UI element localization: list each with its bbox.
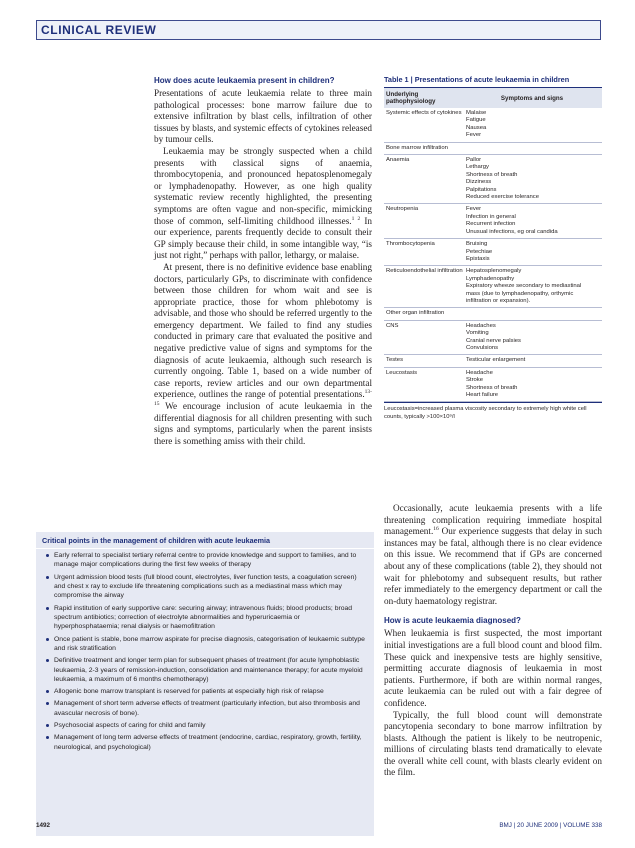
reference-marker: 13-15 <box>154 389 372 407</box>
section-title: CLINICAL REVIEW <box>41 23 157 37</box>
table-cell-pathophysiology: Reticuloendothelial infiltration <box>386 268 463 275</box>
critical-points-list <box>36 551 374 752</box>
symptom-item: Reduced exercise tolerance <box>466 194 540 201</box>
symptom-item: infiltration or expansion). <box>466 297 531 304</box>
symptom-item: Shortness of breath <box>466 171 518 178</box>
heading-diagnosis: How is acute leukaemia diagnosed? <box>384 616 521 626</box>
paragraph-3 <box>154 262 372 448</box>
table-row <box>384 108 602 143</box>
critical-point-item: Management of short term adverse effects of treatment (particularly infection, but also thrombosis and avascular necrosis of bone). <box>54 699 366 718</box>
table-cell-symptoms <box>466 145 600 152</box>
table-row <box>384 155 602 204</box>
paragraph-3-text-a: At present, there is no definitive evidence base enabling doctors, particularly GPs, to discriminate with confidence between those children for whom wait and see is appropriate practice, those for whom phlebotomy is advisable, and those who should be referred urgently to the emergency department. We failed to find any studies conducted in primary care that evaluated the positive and negative predictive value of signs and symptoms for the diagnosis of acute leukaemia, although such research is currently ongoing. Table 1, based on a wide number of case reports, review articles and our own departmental experience, outlines the range of potential presentations. <box>154 261 372 400</box>
symptom-item: Fever <box>466 132 482 139</box>
paragraph-complications-text-b: Our experience suggests that delay in such instances may be fatal, although there is no clear evidence on this issue. We recommend that if GPs are concerned about any of these complications (table 2), they should not wait for phlebotomy and subsequent results, but rather refer immediately to the emergency department or call the on-duty haematology registrar. <box>384 526 602 606</box>
table-body <box>384 108 602 402</box>
table-cell-pathophysiology: CNS <box>386 322 399 329</box>
box-title: Critical points in the management of children with acute leukaemia <box>36 532 374 549</box>
symptom-item: Malaise <box>466 110 487 116</box>
table-header-row <box>384 88 602 108</box>
table-cell-pathophysiology: Leucostasis <box>386 369 418 376</box>
critical-point-item: Psychosocial aspects of caring for child and family <box>54 721 366 730</box>
paragraph-complications-text-a: Occasionally, acute leukaemia presents with a life threatening complication requiring immediate hospital management. <box>384 503 602 537</box>
critical-point-item: Rapid institution of early supportive care: securing airway; intravenous fluids; blood products; broad spectrum antibiotics; correction of electrolyte abnormalities and hyperuricaemia or hyperphosphataemia; renal dialysis or haemofiltration <box>54 604 366 632</box>
table-title: Table 1 | Presentations of acute leukaemia in children <box>384 75 602 88</box>
table-footnote: Leucostasis=increased plasma viscosity secondary to extremely high white cell counts, typically >100×10⁹/l <box>384 402 602 420</box>
table-row <box>384 321 602 356</box>
symptom-item: Convulsions <box>466 344 499 351</box>
symptom-item: Fatigue <box>466 117 486 124</box>
paragraph-2-text-b: In our experience, parents frequently decide to consult their GP simply because their child, in some intangible way, “is just not right,” perhaps with pallor, lethargy, or malaise. <box>154 215 373 261</box>
symptom-item: Palpitations <box>466 186 497 193</box>
table-cell-pathophysiology: Thrombocytopenia <box>386 241 435 248</box>
table-cell-symptoms <box>466 110 600 140</box>
symptom-item: Expiratory wheeze secondary to mediastinal <box>466 283 582 290</box>
symptom-item: Unusual infections, eg oral candida <box>466 228 558 235</box>
paragraph-diagnosis: When leukaemia is first suspected, the most important initial investigations are a full blood count and blood film. These quick and inexpensive tests are highly sensitive, permitting accurate diagnosis of leukaemia in most patients. Furthermore, if both are within normal ranges, acute leukaemia can be ruled out with a fair degree of confidence. <box>384 628 602 708</box>
table-row <box>384 355 602 367</box>
table-cell-pathophysiology: Anaemia <box>386 157 410 164</box>
paragraph-2 <box>154 146 372 262</box>
table-row <box>384 368 602 403</box>
table-cell-symptoms <box>466 206 600 236</box>
journal-info: BMJ | 20 JUNE 2009 | VOLUME 338 <box>499 822 602 829</box>
critical-point-item: Allogenic bone marrow transplant is reserved for patients at especially high risk of relapse <box>54 687 366 696</box>
table-row <box>384 239 602 266</box>
table-cell-pathophysiology: Other organ infiltration <box>386 310 445 317</box>
critical-point-item: Once patient is stable, bone marrow aspirate for precise diagnosis, categorisation of leukaemic subtype and risk stratification <box>54 635 365 653</box>
paragraph-2-text-a: Leukaemia may be strongly suspected when a child presents with classical signs of anaemia, thrombocytopenia, and pronounced hepatosplenomegaly or lymphadenopathy. However, as one high quality systematic review recently highlighted, the presenting symptoms are often vague and non-specific, mimicking those of common, self-limiting childhood illnesses. <box>154 145 372 226</box>
symptom-item: Fever <box>466 206 482 213</box>
table-1 <box>384 75 602 421</box>
symptom-item: Lymphadenopathy <box>466 275 515 282</box>
table-row <box>384 266 602 308</box>
section-header-bar <box>36 20 601 40</box>
critical-point-item: Management of long term adverse effects of treatment (endocrine, cardiac, respiratory, growth, fertility, neurological, and psychological) <box>54 733 366 752</box>
symptom-item: Hepatosplenomegaly <box>466 268 522 275</box>
paragraph-1: Presentations of acute leukaemia relate to three main pathological processes: bone marrow failure due to extensive infiltration by blast cells, infiltration of other tissues by blasts, and systemic effects of cytokines released by tumour cells. <box>154 88 372 145</box>
symptom-item: Stroke <box>466 377 484 384</box>
table-header-pathophysiology: Underlying pathophysiology <box>386 91 436 105</box>
table-cell-pathophysiology: Neutropenia <box>386 206 419 213</box>
table-cell-pathophysiology: Testes <box>386 357 404 364</box>
symptom-item: Epistaxis <box>466 255 490 262</box>
critical-points-box <box>36 532 374 836</box>
symptom-item: Recurrent infection <box>466 221 516 228</box>
symptom-item: Infection in general <box>466 213 516 220</box>
symptom-item: Dizziness <box>466 179 492 186</box>
table-cell-symptoms <box>466 310 600 317</box>
symptom-item: Cranial nerve palsies <box>466 337 522 344</box>
symptom-item: Headache <box>466 369 493 376</box>
paragraph-blood-count: Typically, the full blood count will demonstrate pancytopenia secondary to bone marrow infiltration by blasts. Although the patient is likely to be neutropenic, millions of circulating blasts tend dramatically to elevate the overall white cell count, with blasts clearly evident on the film. <box>384 709 602 778</box>
table-cell-pathophysiology: Bone marrow infiltration <box>386 144 448 151</box>
table-cell-symptoms <box>466 241 600 263</box>
table-cell-symptoms <box>466 268 600 305</box>
table-row <box>384 143 602 155</box>
symptom-item: Bruising <box>466 241 488 248</box>
reference-marker: 1 2 <box>351 215 361 222</box>
paragraph-complications <box>384 503 602 607</box>
paragraph-3-text-b: We encourage inclusion of acute leukaemia in the differential diagnosis for all children presenting with such signs and symptoms, particularly when the parent insists there is something amiss with their child. <box>154 401 372 446</box>
right-column <box>384 503 602 779</box>
symptom-item: Nausea <box>466 124 487 131</box>
heading-presentation: How does acute leukaemia present in children? <box>154 76 335 85</box>
table-cell-symptoms <box>466 370 600 400</box>
table-cell-symptoms <box>466 357 600 364</box>
table-cell-symptoms <box>466 157 600 201</box>
symptom-item: mass (due to lymphadenopathy, orthymic <box>466 290 574 297</box>
left-column <box>154 75 372 447</box>
critical-point-item: Early referral to specialist tertiary referral centre to provide knowledge and support to families, and to manage major complications during the first few weeks of therapy <box>54 551 366 570</box>
critical-point-item: Urgent admission blood tests (full blood count, electrolytes, liver function tests, a coagulation screen) and chest x ray to exclude life threatening complications such as a mediastinal mass which may compromise the airway <box>54 573 366 601</box>
symptom-item: Petechiae <box>466 248 493 255</box>
table-row <box>384 308 602 320</box>
symptom-item: Shortness of breath <box>466 384 518 391</box>
reference-marker: 16 <box>433 526 439 533</box>
symptom-item: Lethargy <box>466 164 489 171</box>
symptom-item: Vomiting <box>466 330 489 337</box>
table-cell-symptoms <box>466 323 600 353</box>
table-header-symptoms: Symptoms and signs <box>500 95 564 102</box>
critical-point-item: Definitive treatment and longer term plan for subsequent phases of treatment (for acute lymphoblastic leukaemia, 2-3 years of remission-induction, consolidation and maintenance therapy; for acute myeloid leukaemia, a maximum of 6 months chemotherapy) <box>54 656 366 684</box>
page-number: 1492 <box>36 822 51 829</box>
symptom-item: Headaches <box>466 322 496 329</box>
table-row <box>384 204 602 239</box>
symptom-item: Testicular enlargement <box>466 357 526 364</box>
table-cell-pathophysiology: Systemic effects of cytokines <box>386 110 462 116</box>
symptom-item: Pallor <box>466 157 482 164</box>
symptom-item: Heart failure <box>466 392 499 398</box>
